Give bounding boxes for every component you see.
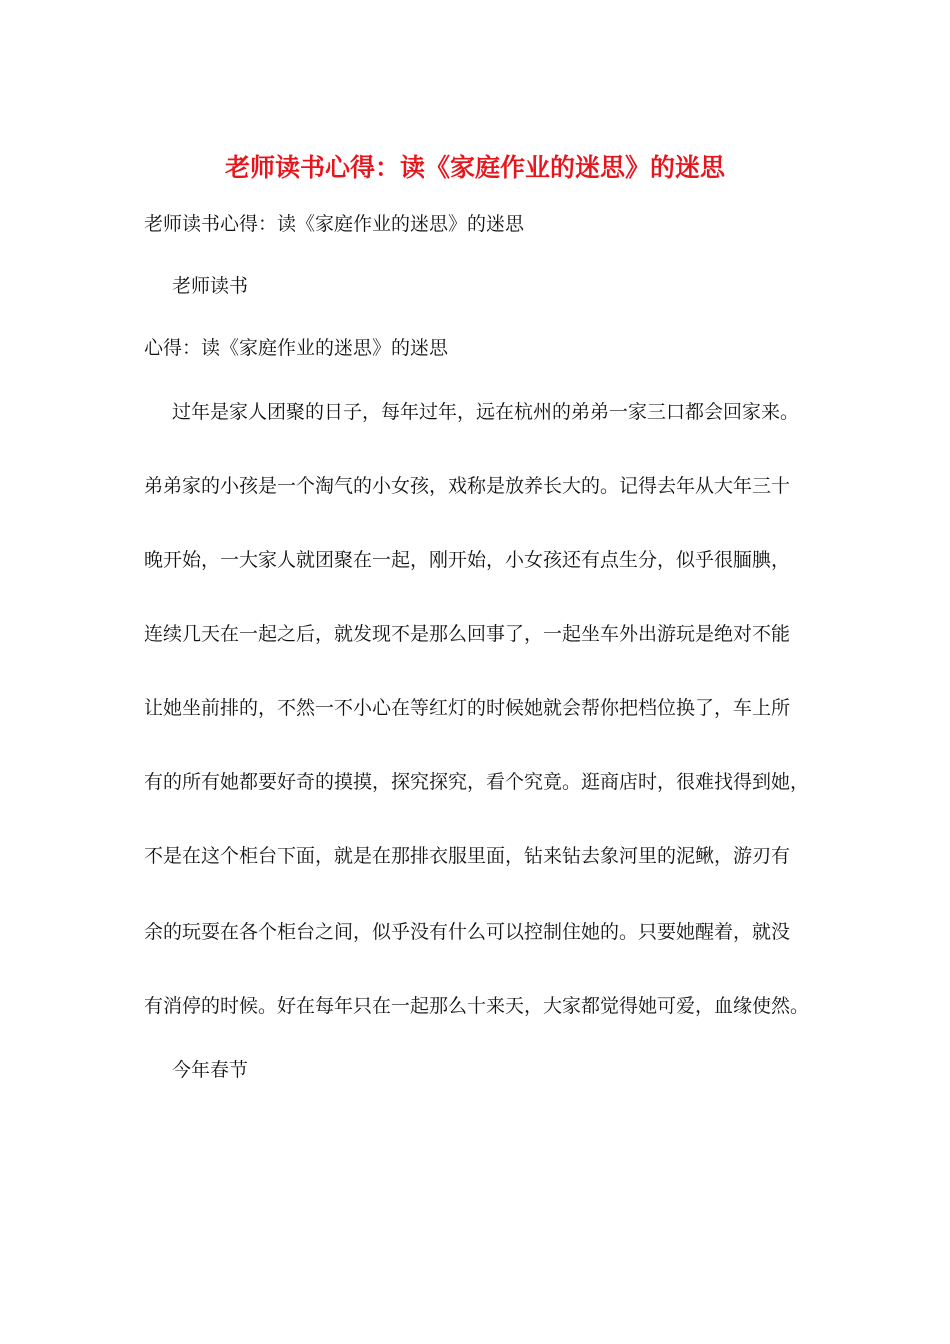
body-line: 有消停的时候。好在每年只在一起那么十来天，大家都觉得她可爱，血缘使然。	[144, 995, 810, 1017]
body-line: 弟弟家的小孩是一个淘气的小女孩，戏称是放养长大的。记得去年从大年三十	[144, 475, 791, 497]
section-line: 心得：读《家庭作业的迷思》的迷思	[144, 337, 449, 359]
section-label: 老师读书	[172, 275, 249, 297]
subtitle-line: 老师读书心得：读《家庭作业的迷思》的迷思	[144, 213, 525, 235]
body-line: 过年是家人团聚的日子，每年过年，远在杭州的弟弟一家三口都会回家来。	[172, 401, 800, 423]
body-line: 连续几天在一起之后，就发现不是那么回事了，一起坐车外出游玩是绝对不能	[144, 623, 791, 645]
body-line: 晚开始，一大家人就团聚在一起，刚开始，小女孩还有点生分，似乎很腼腆，	[144, 549, 791, 571]
document-title: 老师读书心得：读《家庭作业的迷思》的迷思	[224, 153, 725, 182]
body-line: 有的所有她都要好奇的摸摸，探究探究，看个究竟。逛商店时，很难找得到她，	[144, 771, 810, 793]
body-line: 让她坐前排的，不然一不小心在等红灯的时候她就会帮你把档位换了，车上所	[144, 697, 791, 719]
body-line: 不是在这个柜台下面，就是在那排衣服里面，钻来钻去象河里的泥鳅，游刃有	[144, 845, 791, 867]
body-line: 余的玩耍在各个柜台之间，似乎没有什么可以控制住她的。只要她醒着，就没	[144, 921, 791, 943]
closing-line: 今年春节	[172, 1059, 249, 1081]
